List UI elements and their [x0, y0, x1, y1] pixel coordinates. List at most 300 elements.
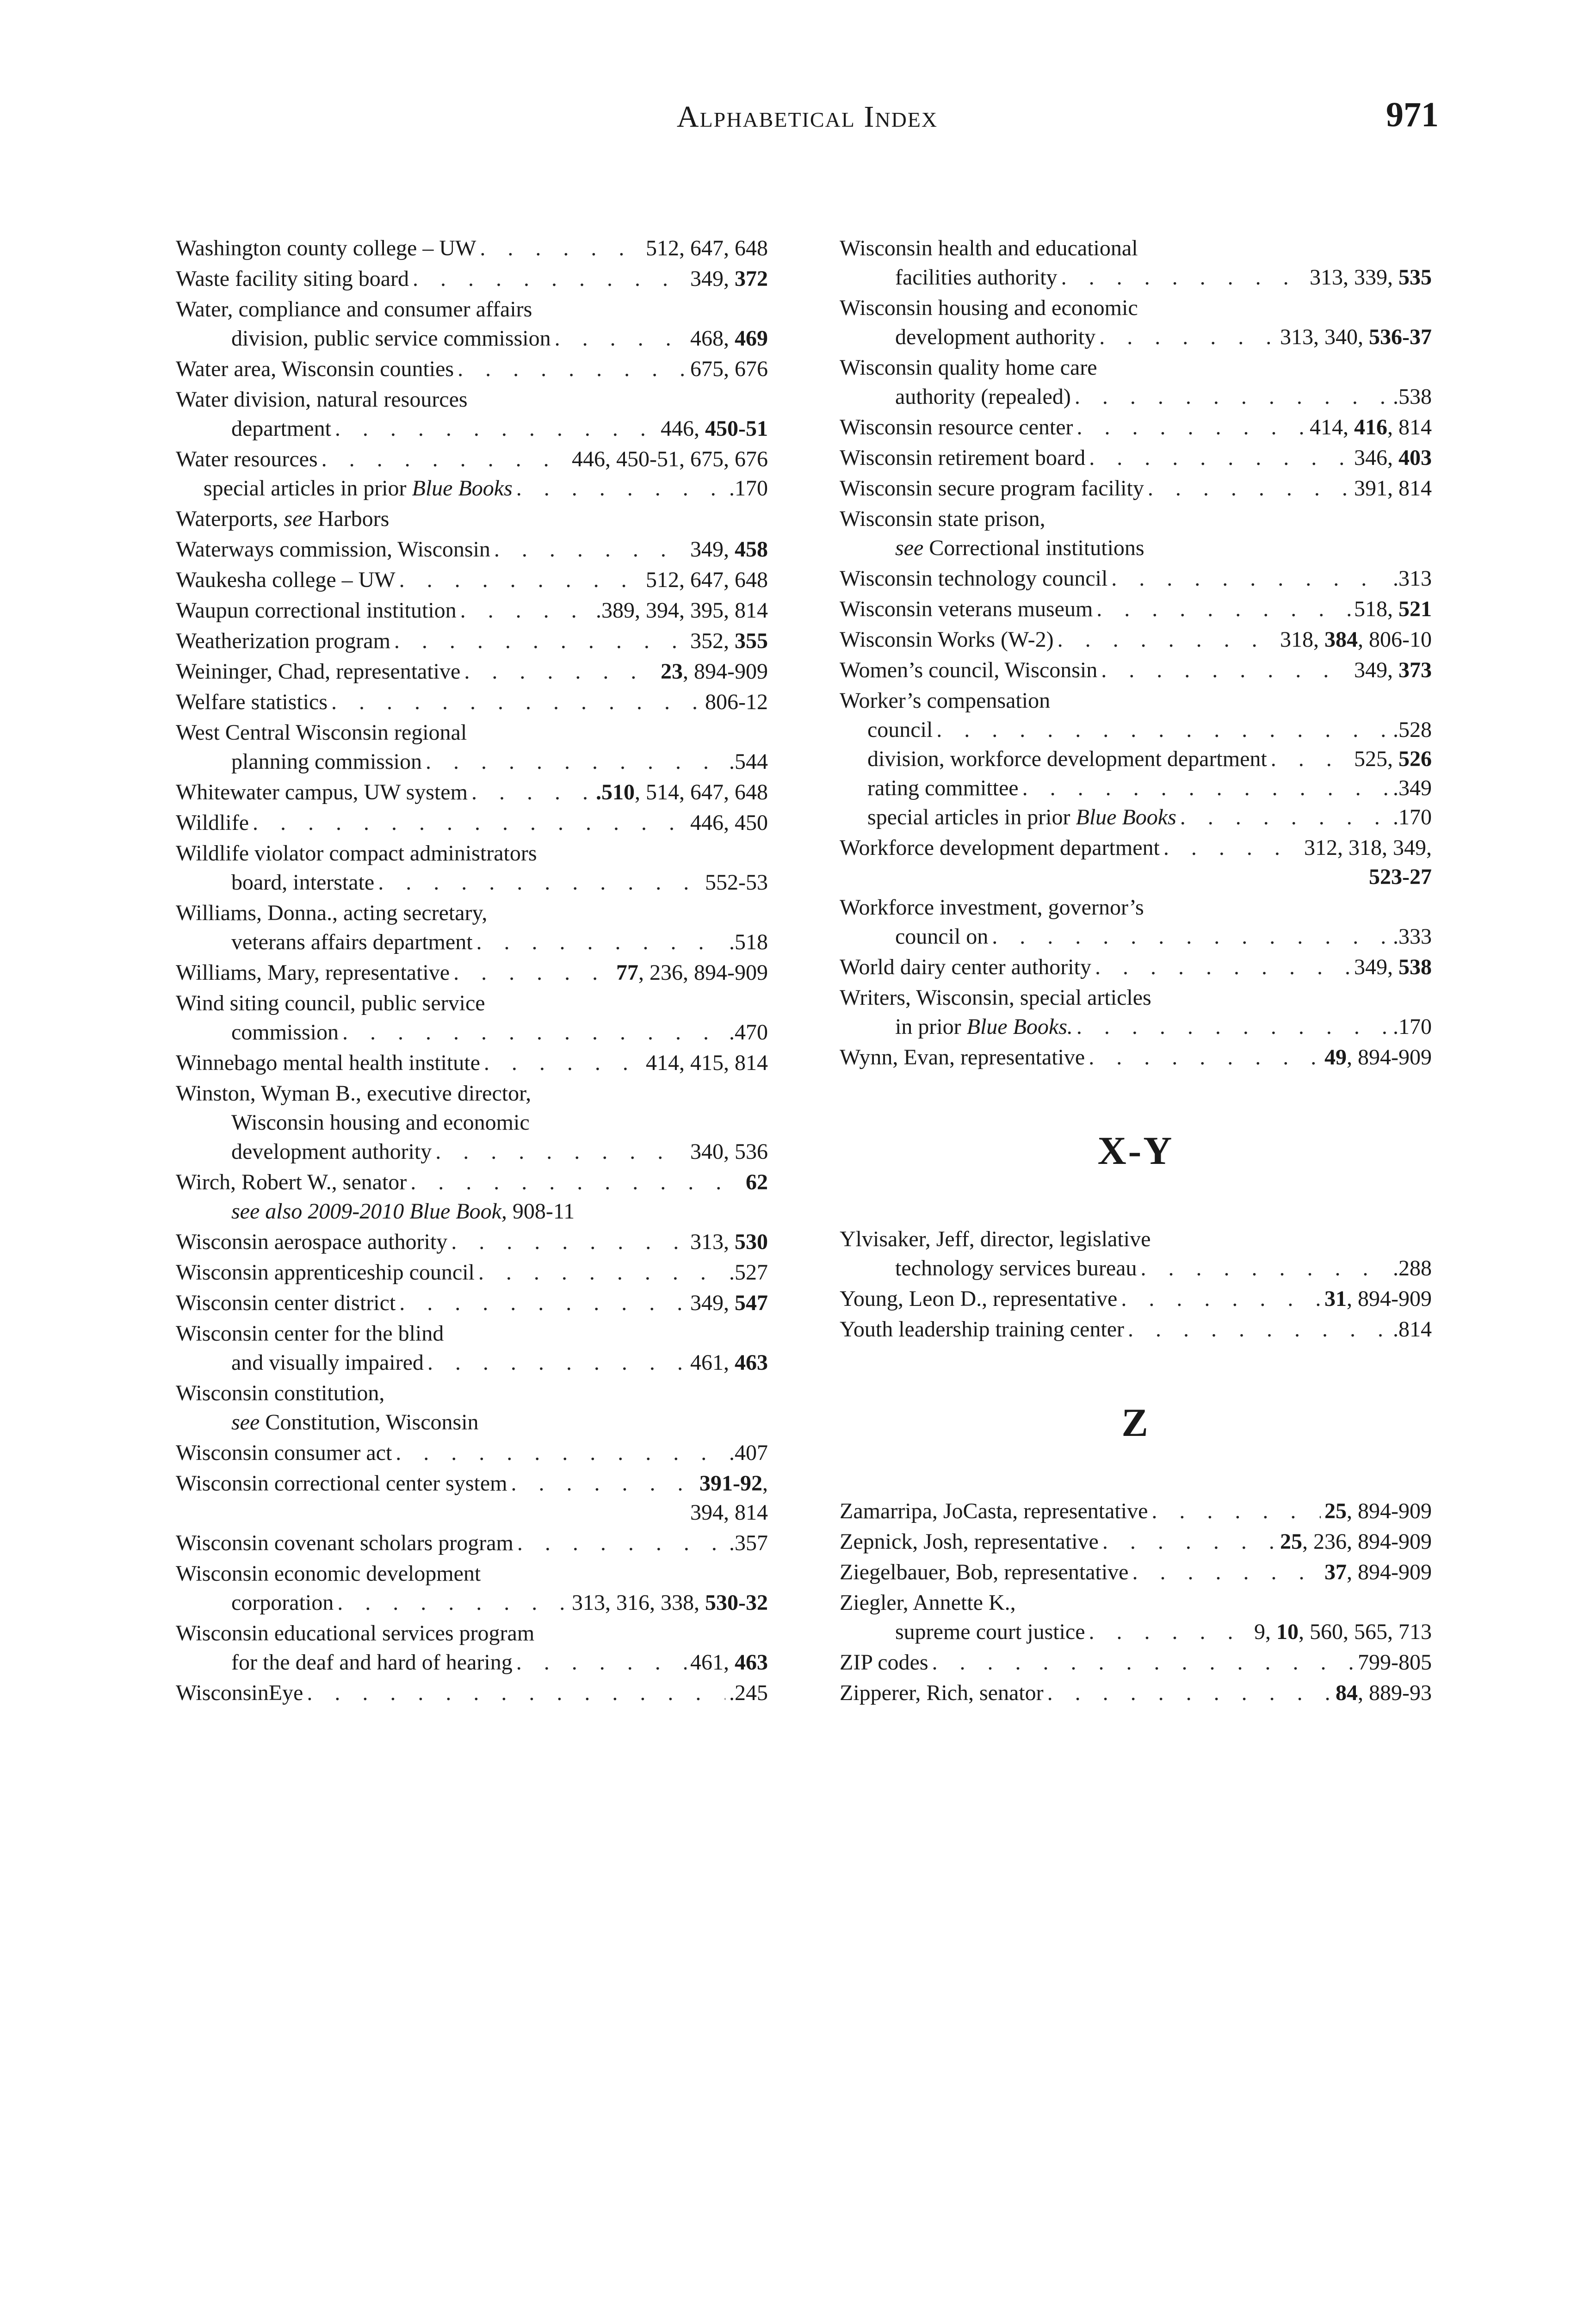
- entry-term: Youth leadership training center: [840, 1317, 1124, 1342]
- index-entry: [176, 385, 768, 443]
- index-line: [840, 293, 1432, 322]
- bold-page-ref: 526: [1398, 747, 1432, 771]
- bold-page-ref: 10: [1276, 1620, 1299, 1644]
- entry-term: veterans affairs department: [231, 930, 473, 954]
- bold-page-ref: 384: [1324, 627, 1358, 652]
- entry-term: council: [867, 717, 933, 742]
- index-line: [176, 596, 768, 625]
- leader-dots: [476, 928, 725, 957]
- index-line: [176, 839, 768, 868]
- entry-term: ZIP codes: [840, 1650, 928, 1675]
- leader-dots: [378, 868, 701, 897]
- bold-page-ref: 469: [735, 326, 768, 351]
- page-refs: 340, 536: [690, 1139, 768, 1164]
- page-refs: .288: [1393, 1256, 1432, 1280]
- leader-dots: [1075, 382, 1389, 411]
- leader-dots: [307, 1678, 725, 1707]
- index-line: [840, 922, 1432, 951]
- index-entry: [840, 1497, 1432, 1526]
- index-entry: [840, 1225, 1432, 1283]
- index-entry: [176, 445, 768, 503]
- index-line: [176, 687, 768, 717]
- leader-dots: [1089, 1617, 1250, 1646]
- leader-dots: [992, 922, 1389, 951]
- index-line: [840, 744, 1432, 773]
- entry-term: Wisconsin apprenticeship council: [176, 1260, 475, 1285]
- leader-dots: [335, 414, 657, 443]
- leader-dots: [478, 1258, 725, 1287]
- index-entry: [176, 1048, 768, 1077]
- page-refs: .538: [1393, 384, 1432, 409]
- index-entry: [176, 596, 768, 625]
- index-line: [176, 1258, 768, 1287]
- leader-dots: [458, 354, 687, 383]
- entry-term: Wisconsin consumer act: [176, 1441, 392, 1465]
- index-line: [840, 594, 1432, 624]
- bold-page-ref: 416: [1354, 415, 1387, 439]
- leader-dots: [1121, 1284, 1321, 1313]
- section-heading: X-Y: [1097, 1128, 1174, 1173]
- entry-term: Wisconsin technology council: [840, 566, 1108, 591]
- entry-term: see Correctional institutions: [895, 536, 1144, 560]
- entry-term: Wynn, Evan, representative: [840, 1045, 1085, 1070]
- entry-term: Worker’s compensation: [840, 688, 1051, 713]
- index-entry: [840, 564, 1432, 593]
- leader-dots: [1099, 322, 1276, 352]
- index-entry: [176, 839, 768, 897]
- index-line: [176, 445, 768, 474]
- page-refs: 349, 373: [1354, 658, 1432, 682]
- page-refs: [746, 1168, 768, 1197]
- entry-term: Zepnick, Josh, representative: [840, 1529, 1099, 1554]
- index-entry: [840, 625, 1432, 654]
- bold-page-ref: 450-51: [705, 416, 768, 441]
- index-entry: [176, 718, 768, 776]
- entry-term: Wisconsin economic development: [176, 1561, 481, 1586]
- entry-term: Workforce development department: [840, 835, 1160, 860]
- index-entry: [176, 778, 768, 807]
- page-refs: .170: [729, 476, 768, 501]
- index-line: [176, 657, 768, 686]
- index-entry: [176, 1288, 768, 1317]
- leader-dots: [484, 1048, 642, 1077]
- left-index-column: [176, 234, 768, 1709]
- italic-text: see: [895, 536, 924, 560]
- entry-term: corporation: [231, 1590, 334, 1615]
- page-refs: 352, 355: [690, 629, 768, 653]
- leader-dots: [480, 234, 642, 263]
- index-line: [176, 1079, 768, 1108]
- page-refs: 37, 894-909: [1324, 1560, 1432, 1584]
- entry-term: Wisconsin health and educational: [840, 236, 1138, 260]
- index-line: [840, 263, 1432, 292]
- leader-dots: [427, 1348, 687, 1377]
- leader-dots: [1077, 413, 1306, 442]
- index-line: [176, 868, 768, 897]
- entry-term: development authority: [895, 325, 1096, 349]
- index-entry: [176, 1079, 768, 1166]
- index-entry: [176, 626, 768, 656]
- entry-term: development authority: [231, 1139, 432, 1164]
- leader-dots: [394, 626, 687, 656]
- entry-term: Waupun correctional institution: [176, 598, 457, 623]
- index-line: [176, 1048, 768, 1077]
- entry-term: Winnebago mental health institute: [176, 1051, 480, 1075]
- page-refs: 461, 463: [690, 1350, 768, 1375]
- index-line: [176, 1319, 768, 1348]
- bold-page-ref: 536-37: [1369, 325, 1432, 349]
- leader-dots: [451, 1227, 687, 1256]
- page-refs: .470: [729, 1020, 768, 1045]
- index-entry: [176, 535, 768, 564]
- leader-dots: [342, 1018, 725, 1047]
- index-entry: [176, 958, 768, 987]
- page-refs: 318, 384, 806-10: [1280, 627, 1432, 652]
- index-line: [176, 1137, 768, 1166]
- entry-term: see Constitution, Wisconsin: [231, 1410, 479, 1435]
- index-line: [176, 1469, 768, 1498]
- index-entry: [840, 656, 1432, 685]
- index-line: [176, 898, 768, 928]
- page-refs: .407: [729, 1441, 768, 1465]
- page-refs: 552-53: [705, 870, 768, 895]
- italic-text: Blue Books.: [966, 1014, 1073, 1039]
- index-line: [840, 1558, 1432, 1587]
- index-entry: [840, 353, 1432, 411]
- italic-text: see: [231, 1410, 260, 1435]
- page-refs: .170: [1393, 1014, 1432, 1039]
- index-line: [840, 1043, 1432, 1072]
- index-line: [176, 324, 768, 353]
- index-line: [176, 1018, 768, 1047]
- page-header: [176, 90, 1439, 150]
- entry-term: Wisconsin Works (W-2): [840, 627, 1054, 652]
- entry-term: Wildlife: [176, 810, 249, 835]
- index-entry: [176, 1168, 768, 1226]
- page-refs: 313, 340, 536-37: [1280, 325, 1432, 349]
- index-entry: [176, 264, 768, 293]
- italic-text: Blue Books: [412, 476, 513, 501]
- index-line: [176, 989, 768, 1018]
- leader-dots: [511, 1469, 696, 1498]
- page-refs: 391-92,: [699, 1471, 768, 1496]
- bold-page-ref: 25: [1280, 1529, 1303, 1554]
- leader-dots: [435, 1137, 687, 1166]
- entry-term: Wisconsin veterans museum: [840, 597, 1093, 621]
- index-entry: [840, 234, 1432, 292]
- page-refs: 77, 236, 894-909: [616, 960, 768, 985]
- entry-term: Water area, Wisconsin counties: [176, 357, 454, 381]
- entry-term: WisconsinEye: [176, 1681, 303, 1705]
- entry-term: Wisconsin housing and economic: [231, 1110, 530, 1135]
- leader-dots: [494, 535, 687, 564]
- index-line: [176, 565, 768, 594]
- leader-dots: [1140, 1254, 1389, 1283]
- index-entry: [176, 1319, 768, 1377]
- index-line: [176, 1648, 768, 1677]
- index-line: [840, 353, 1432, 382]
- index-entry: [176, 687, 768, 717]
- bold-page-ref: 530-32: [705, 1590, 768, 1615]
- entry-term: Wisconsin covenant scholars program: [176, 1531, 513, 1555]
- entry-term: Weatherization program: [176, 629, 390, 653]
- entry-term: Wisconsin center district: [176, 1291, 396, 1315]
- entry-term: Ziegler, Annette K.,: [840, 1590, 1016, 1615]
- index-line: [176, 1559, 768, 1588]
- index-line: [840, 1678, 1432, 1707]
- page-refs: 675, 676: [690, 357, 768, 381]
- bold-page-ref: 463: [735, 1350, 768, 1375]
- leader-dots: [410, 1168, 742, 1197]
- leader-dots: [426, 747, 725, 776]
- index-entry: [840, 1588, 1432, 1646]
- page-refs: 468, 469: [690, 326, 768, 351]
- index-entry: [840, 833, 1432, 891]
- bold-page-ref: 547: [735, 1291, 768, 1315]
- index-entry: [840, 952, 1432, 982]
- leader-dots: [936, 715, 1389, 744]
- index-line: [840, 1527, 1432, 1556]
- leader-dots: [1101, 656, 1350, 685]
- bold-page-ref: 62: [746, 1170, 768, 1194]
- index-line: [176, 626, 768, 656]
- leader-dots: [1102, 1527, 1276, 1556]
- leader-dots: [1148, 474, 1350, 503]
- index-line: [176, 718, 768, 747]
- entry-term: Wisconsin quality home care: [840, 355, 1097, 380]
- entry-term: Waste facility siting board: [176, 266, 409, 291]
- index-line: [840, 862, 1432, 891]
- leader-dots: [932, 1648, 1355, 1677]
- leader-dots: [1089, 1043, 1321, 1072]
- entry-term: special articles in prior Blue Books: [204, 476, 513, 501]
- entry-term: Water division, natural resources: [176, 387, 468, 412]
- leader-dots: [1076, 1012, 1389, 1041]
- page-refs: 512, 647, 648: [646, 568, 768, 592]
- page-refs: .544: [729, 749, 768, 774]
- page-refs: 313, 339, 535: [1310, 265, 1432, 290]
- entry-term: see also 2009-2010 Blue Book, 908-11: [231, 1199, 575, 1224]
- index-line: [176, 1588, 768, 1617]
- entry-term: Wisconsin constitution,: [176, 1381, 385, 1405]
- index-entry: [840, 1558, 1432, 1587]
- index-line: [176, 1227, 768, 1256]
- page-refs: 25, 894-909: [1324, 1499, 1432, 1523]
- leader-dots: [1180, 803, 1389, 832]
- index-line: [176, 778, 768, 807]
- entry-term: and visually impaired: [231, 1350, 424, 1375]
- bold-page-ref: 49: [1324, 1045, 1347, 1070]
- bold-page-ref: 523-27: [1369, 865, 1432, 889]
- page-refs: 84, 889-93: [1336, 1681, 1432, 1705]
- page-refs: 9, 10, 560, 565, 713: [1254, 1620, 1432, 1644]
- leader-dots: [471, 778, 592, 807]
- page-refs: 31, 894-909: [1324, 1286, 1432, 1311]
- entry-term: planning commission: [231, 749, 422, 774]
- index-line: [176, 504, 768, 533]
- index-entry: [176, 295, 768, 353]
- page-refs: .349: [1393, 776, 1432, 800]
- page-refs: 806-12: [705, 690, 768, 714]
- bold-page-ref: 37: [1324, 1560, 1347, 1584]
- entry-term: technology services bureau: [895, 1256, 1137, 1280]
- entry-term: authority (repealed): [895, 384, 1071, 409]
- page-refs: .527: [729, 1260, 768, 1285]
- index-line: [840, 803, 1432, 832]
- entry-term: Welfare statistics: [176, 690, 328, 714]
- index-line: [840, 1012, 1432, 1041]
- page-number: 971: [1386, 95, 1439, 134]
- leader-dots: [1151, 1497, 1321, 1526]
- index-entry: [840, 686, 1432, 832]
- entry-term: in prior Blue Books.: [895, 1014, 1073, 1039]
- entry-term: department: [231, 416, 331, 441]
- entry-term: Waterways commission, Wisconsin: [176, 537, 490, 562]
- right-index-column: [840, 234, 1432, 1709]
- index-entry: [176, 1619, 768, 1677]
- entry-term: Ylvisaker, Jeff, director, legislative: [840, 1227, 1151, 1251]
- leader-dots: [396, 1438, 725, 1467]
- index-line: [176, 414, 768, 443]
- bold-page-ref: 372: [735, 266, 768, 291]
- index-line: [176, 1498, 768, 1527]
- leader-dots: [1128, 1315, 1389, 1344]
- index-line: [840, 656, 1432, 685]
- leader-dots: [517, 1528, 725, 1558]
- page-refs: 446, 450: [690, 810, 768, 835]
- entry-term: Wisconsin resource center: [840, 415, 1073, 439]
- index-line: [176, 1678, 768, 1707]
- leader-dots: [331, 687, 701, 717]
- entry-term: Weininger, Chad, representative: [176, 659, 461, 684]
- index-line: [840, 1588, 1432, 1617]
- index-line: [840, 1497, 1432, 1526]
- page-refs: .245: [729, 1681, 768, 1705]
- index-line: [840, 1617, 1432, 1646]
- page-refs: .814: [1393, 1317, 1432, 1342]
- index-entry: [176, 1469, 768, 1527]
- entry-term: Wisconsin correctional center system: [176, 1471, 507, 1496]
- index-line: [840, 1648, 1432, 1677]
- entry-term: Writers, Wisconsin, special articles: [840, 985, 1151, 1010]
- entry-term: Young, Leon D., representative: [840, 1286, 1118, 1311]
- index-line: [840, 983, 1432, 1012]
- index-entry: [840, 1315, 1432, 1344]
- index-entry: [840, 1043, 1432, 1072]
- index-entry: [840, 1678, 1432, 1707]
- leader-dots: [413, 264, 687, 293]
- page-refs: 349, 538: [1354, 955, 1432, 979]
- bold-page-ref: 23: [661, 659, 683, 684]
- bold-page-ref: 535: [1398, 265, 1432, 290]
- index-entry: [176, 1678, 768, 1707]
- page-refs: 349, 372: [690, 266, 768, 291]
- leader-dots: [337, 1588, 568, 1617]
- index-line: [840, 504, 1432, 533]
- index-line: [176, 1619, 768, 1648]
- index-line: [840, 715, 1432, 744]
- index-line: [176, 1168, 768, 1197]
- leader-dots: [1095, 952, 1350, 982]
- bold-page-ref: 25: [1324, 1499, 1347, 1523]
- index-entry: [840, 474, 1432, 503]
- leader-dots: [1058, 625, 1276, 654]
- index-entry: [840, 1648, 1432, 1677]
- index-line: [176, 354, 768, 383]
- index-line: [176, 1348, 768, 1377]
- index-line: [840, 893, 1432, 922]
- index-line: [176, 808, 768, 837]
- bold-page-ref: 84: [1336, 1681, 1358, 1705]
- page-refs: .528: [1393, 717, 1432, 742]
- entry-term: council on: [895, 924, 989, 949]
- index-line: [840, 533, 1432, 563]
- index-line: [840, 1315, 1432, 1344]
- leader-dots: [1271, 744, 1350, 773]
- index-line: [840, 625, 1432, 654]
- entry-term: Ziegelbauer, Bob, representative: [840, 1560, 1129, 1584]
- index-line: [176, 1108, 768, 1137]
- page-refs: .510, 514, 647, 648: [596, 780, 768, 804]
- page-refs: 461, 463: [690, 1650, 768, 1675]
- page-refs: 349, 547: [690, 1291, 768, 1315]
- page-refs: 525, 526: [1354, 747, 1432, 771]
- page-refs: 23, 894-909: [661, 659, 768, 684]
- page-refs: 312, 318, 349,: [1304, 835, 1432, 860]
- index-line: [176, 385, 768, 414]
- index-entry: [176, 234, 768, 263]
- page-refs: 446, 450-51, 675, 676: [572, 447, 768, 471]
- index-line: [176, 1438, 768, 1467]
- page-refs: 394, 814: [690, 1500, 768, 1525]
- index-line: [176, 928, 768, 957]
- page-refs: 346, 403: [1354, 445, 1432, 470]
- index-line: [176, 958, 768, 987]
- leader-dots: [460, 596, 592, 625]
- entry-term: Zipperer, Rich, senator: [840, 1681, 1044, 1705]
- index-line: [840, 773, 1432, 803]
- page-refs: 414, 416, 814: [1310, 415, 1432, 439]
- entry-term: supreme court justice: [895, 1620, 1085, 1644]
- leader-dots: [1096, 594, 1350, 624]
- index-line: [840, 443, 1432, 472]
- bold-page-ref: 373: [1398, 658, 1432, 682]
- entry-term: Washington county college – UW: [176, 236, 476, 260]
- index-line: [840, 474, 1432, 503]
- leader-dots: [555, 324, 687, 353]
- leader-dots: [1089, 443, 1350, 472]
- leader-dots: [1061, 263, 1306, 292]
- page-refs: .333: [1393, 924, 1432, 949]
- entry-term: Whitewater campus, UW system: [176, 780, 468, 804]
- entry-term: Workforce investment, governor’s: [840, 895, 1144, 920]
- bold-page-ref: 530: [735, 1230, 768, 1254]
- leader-dots: [1132, 1558, 1321, 1587]
- index-entry: [840, 443, 1432, 472]
- index-line: [176, 295, 768, 324]
- entry-term: Waterports, see Harbors: [176, 507, 390, 531]
- index-entry: [176, 1528, 768, 1558]
- index-line: [840, 1254, 1432, 1283]
- entry-term: Waukesha college – UW: [176, 568, 396, 592]
- entry-term: Wisconsin educational services program: [176, 1621, 535, 1645]
- entry-term: West Central Wisconsin regional: [176, 720, 467, 745]
- bold-page-ref: 403: [1398, 445, 1432, 470]
- entry-term: Williams, Mary, representative: [176, 960, 450, 985]
- index-line: [176, 1288, 768, 1317]
- index-line: [176, 1408, 768, 1437]
- index-entry: [176, 989, 768, 1047]
